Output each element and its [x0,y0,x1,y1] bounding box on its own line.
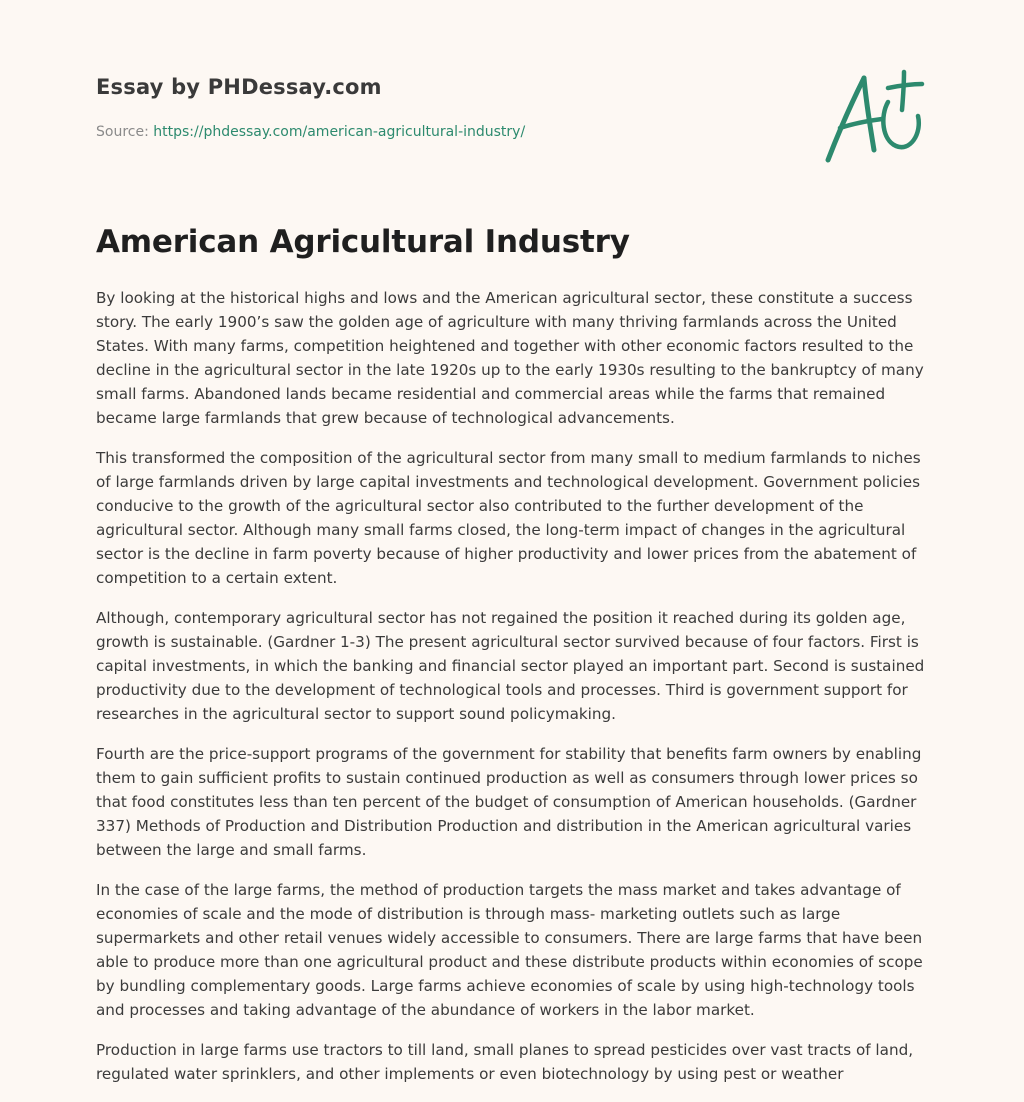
site-brand: Essay by PHDessay.com [96,75,382,99]
essay-paragraph: Production in large farms use tractors to till land, small planes to spread pesticides over vast tracts of land, regulated water sprinklers, and other implements or even biotechnology by using pest or weather [96,1041,914,1083]
essay-paragraph: By looking at the historical highs and lows and the American agricultural sector, these constitute a success story. The early 1900’s saw the golden age of agriculture with many thriving farmlands across the United States. With many farms, competition heightened and together with other economic factors resulted to the decline in the agricultural sector in the late 1920s up to the early 1930s resulting to the bankruptcy of many small farms. Abandoned lands became residential and commercial areas while the farms that remained became large farmlands that grew because of technological advancements. [96,289,924,427]
essay-paragraph: Although, contemporary agricultural sector has not regained the position it reached during its golden age, growth is sustainable. (Gardner 1-3) The present agricultural sector survived because of four factors. First is capital investments, in which the banking and financial sector played an important part. Second is sustained productivity due to the development of technological tools and processes. Third is government support for researches in the agricultural sector to support sound policymaking. [96,609,925,723]
a-plus-logo-icon [818,64,930,168]
source-link[interactable]: https://phdessay.com/american-agricultural-industry/ [153,124,526,140]
source-line [96,124,525,140]
essay-paragraph: In the case of the large farms, the method of production targets the mass market and takes advantage of economies of scale and the mode of distribution is through mass- marketing outlets such as large supermarkets and other retail venues widely accessible to consumers. There are large farms that have been able to produce more than one agricultural product and these distribute products within economies of scope by bundling complementary goods. Large farms achieve economies of scale by using high-technology tools and processes and taking advantage of the abundance of workers in the labor market. [96,881,923,1019]
essay-paragraph: This transformed the composition of the agricultural sector from many small to medium farmlands to niches of large farmlands driven by large capital investments and technological development. Government policies conducive to the growth of the agricultural sector also contributed to the further development of the agricultural sector. Although many small farms closed, the long-term impact of changes in the agricultural sector is the decline in farm poverty because of higher productivity and lower prices from the abatement of competition to a certain extent. [96,449,921,587]
essay-title: American Agricultural Industry [96,224,630,260]
source-label: Source: [96,124,154,140]
essay-paragraph: Fourth are the price-support programs of the government for stability that benefits farm owners by enabling them to gain sufficient profits to sustain continued production as well as consumers through lower prices so that food constitutes less than ten percent of the budget of consumption of American households. (Gardner 337) Methods of Production and Distribution Production and distribution in the American agricultural varies between the large and small farms. [96,745,922,859]
essay-body [96,286,932,1102]
